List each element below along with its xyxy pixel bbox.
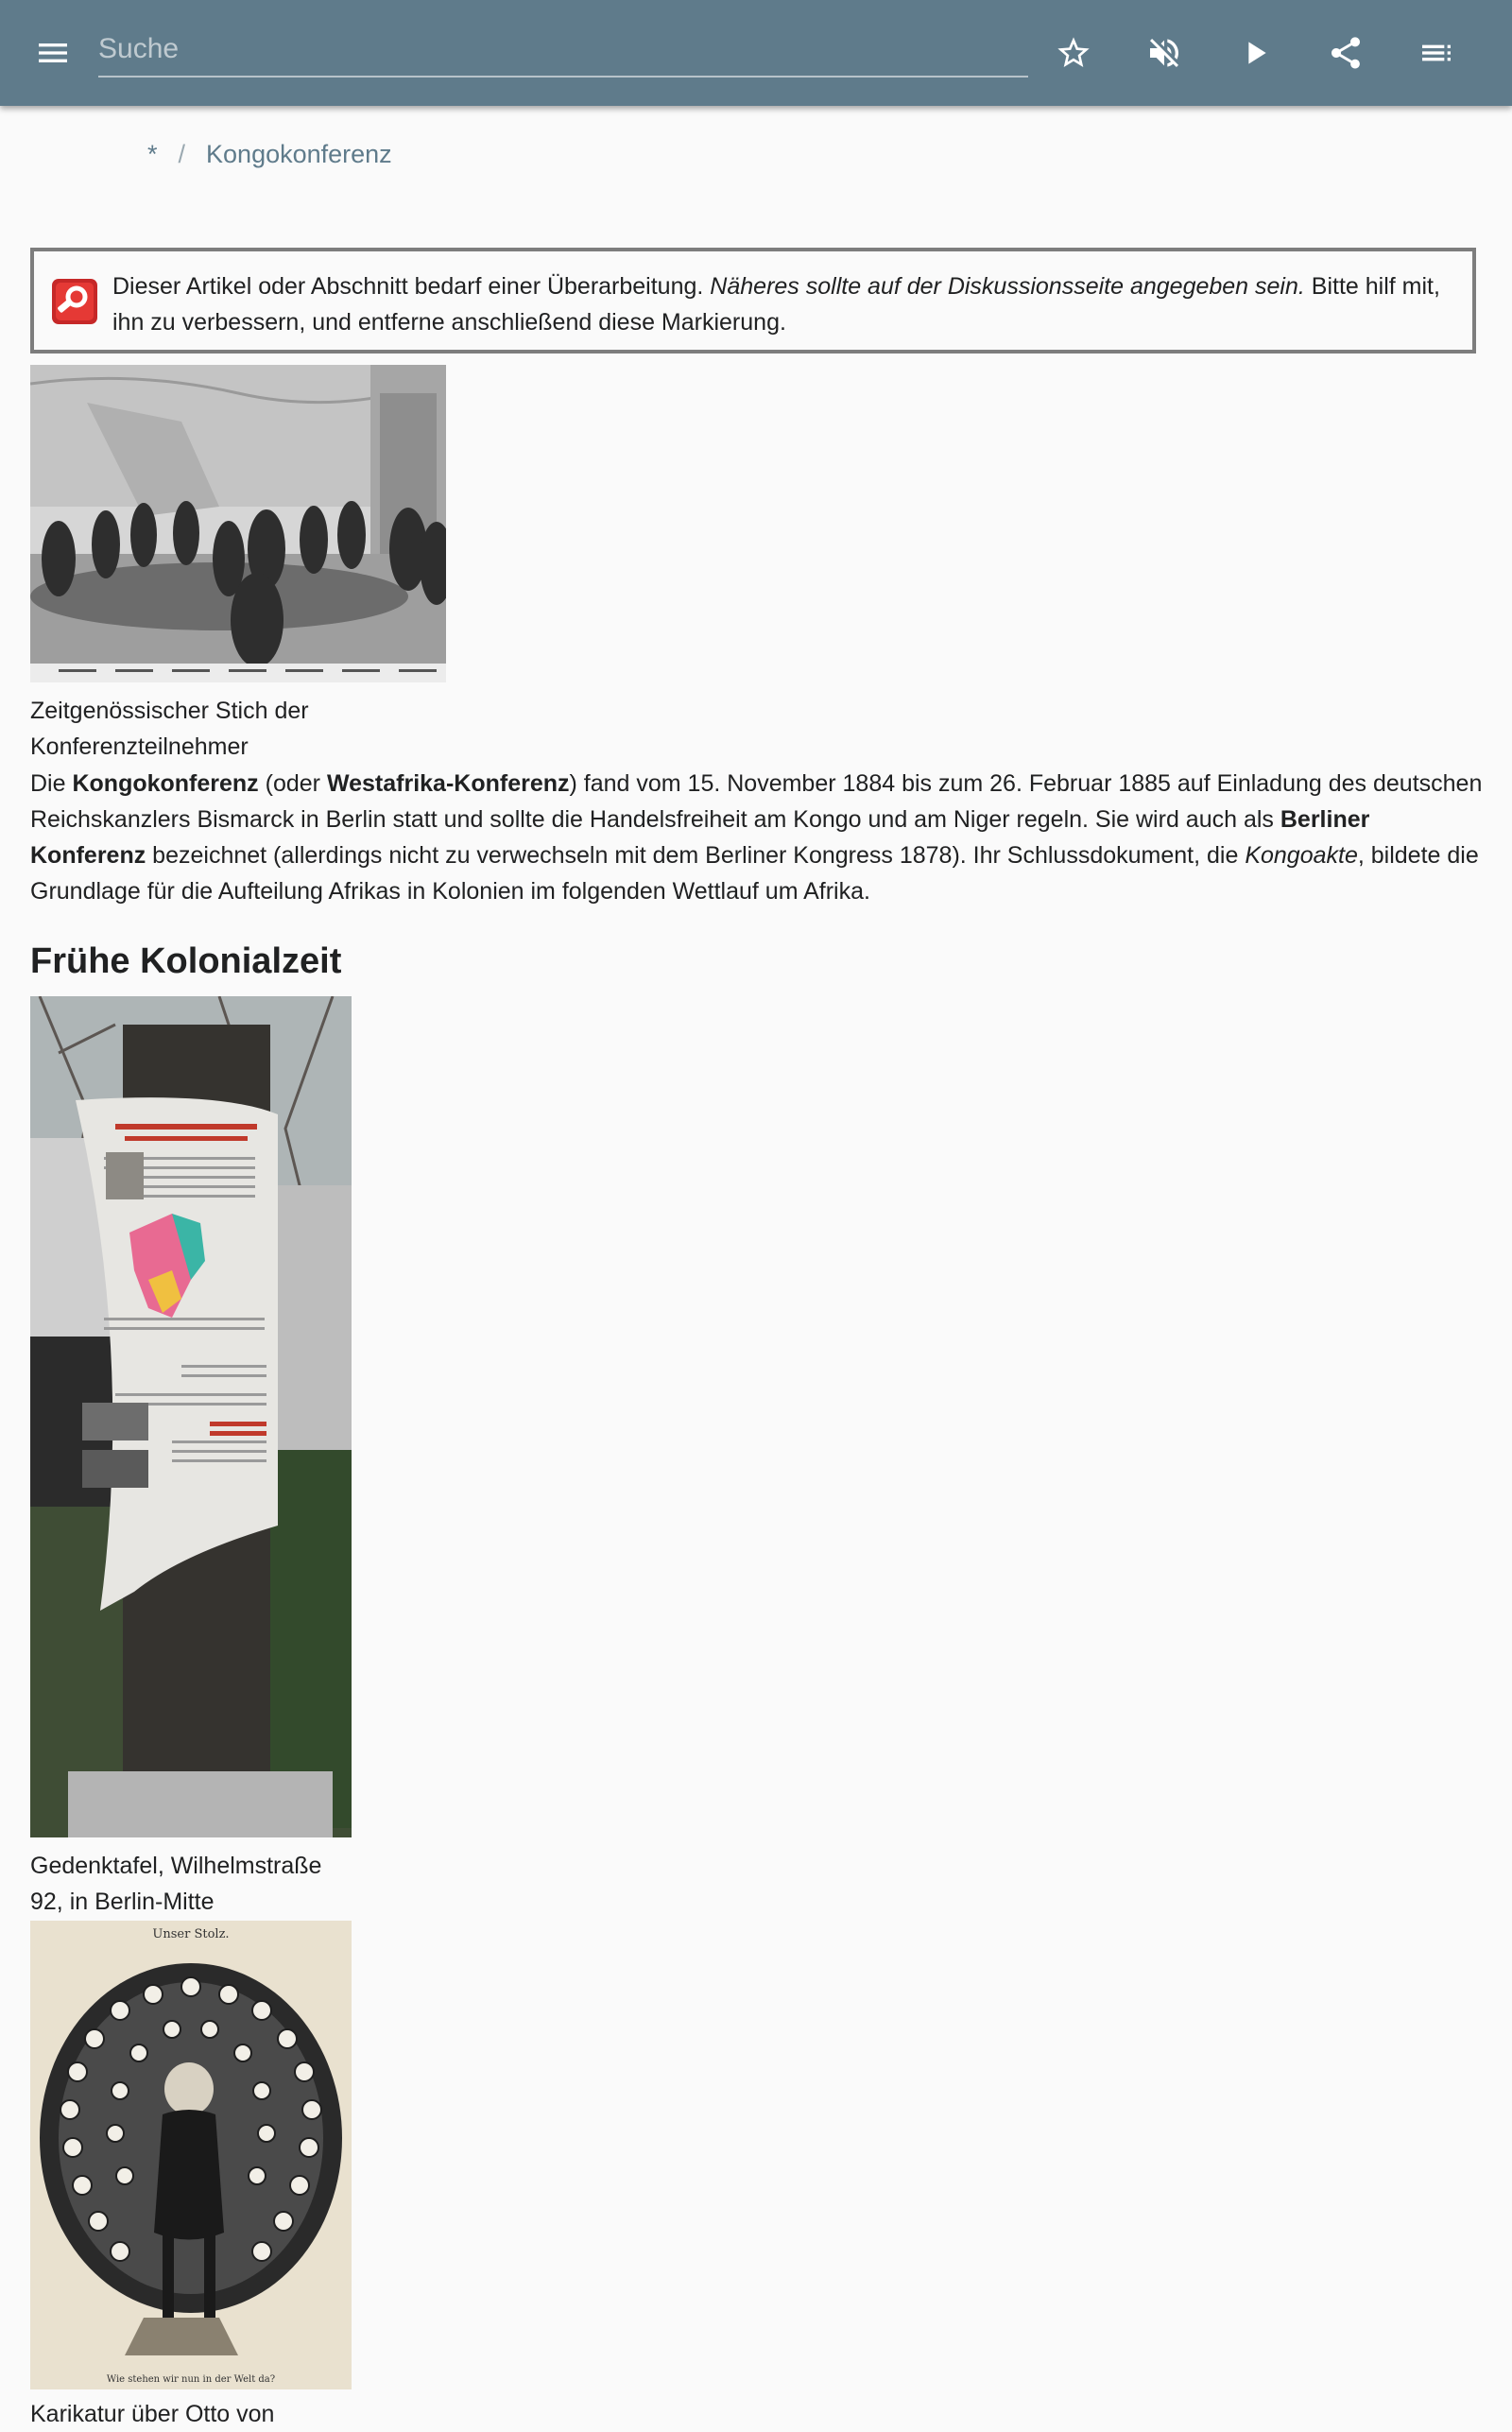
- share-icon[interactable]: [1319, 26, 1372, 79]
- figure-caption: Gedenktafel, Wilhelmstraße 92, in Berlin-Mitte: [30, 1853, 322, 1915]
- conference-engraving-image[interactable]: [30, 365, 446, 682]
- breadcrumb-home-link[interactable]: *: [147, 140, 158, 168]
- menu-icon[interactable]: [26, 26, 79, 79]
- wrench-icon: [51, 278, 98, 325]
- section-heading: Frühe Kolonialzeit: [30, 941, 342, 981]
- caricature-image[interactable]: [30, 1921, 352, 2389]
- caricature-caption-text: Wie stehen wir nun in der Welt da?: [106, 2374, 276, 2385]
- memorial-plaque-image[interactable]: [30, 996, 352, 1837]
- intro-paragraph: Die Kongokonferenz (oder Westafrika-Konferenz) fand vom 15. November 1884 bis zum 26. Februar 1885 auf Einladung des deutschen Reichskanzlers Bismarck in Berlin statt und sollte die Handelsfreiheit am Kongo und am Niger regeln. Sie wird auch als Berliner Konferenz bezeichnet (allerdings nicht zu verwechseln mit dem Berliner Kongress 1878). Ihr Schlussdokument, die Kongoakte, bildete die Grundlage für die Aufteilung Afrikas in Kolonien im folgenden Wettlauf um Afrika.: [30, 770, 1483, 905]
- figure-caption: Karikatur über Otto von: [30, 2401, 275, 2427]
- star-icon[interactable]: [1047, 26, 1100, 79]
- toc-icon[interactable]: [1410, 26, 1463, 79]
- play-icon[interactable]: [1228, 26, 1281, 79]
- maintenance-notice: [30, 248, 1476, 354]
- search-input[interactable]: [98, 23, 1028, 76]
- term-westafrika-konferenz: Westafrika-Konferenz: [326, 770, 570, 797]
- top-app-bar: [0, 0, 1512, 106]
- search-field[interactable]: [98, 23, 1028, 78]
- volume-off-icon[interactable]: [1138, 26, 1191, 79]
- caricature-title: Unser Stolz.: [152, 1927, 230, 1941]
- notice-text: Dieser Artikel oder Abschnitt bedarf einer Überarbeitung. Näheres sollte auf der Diskussionsseite angegeben sein. Bitte hilf mit, ihn zu verbessern, und entferne anschließend diese Markierung.: [112, 273, 1440, 336]
- term-kongokonferenz: Kongokonferenz: [72, 770, 259, 797]
- term-kongoakte: Kongoakte: [1245, 842, 1358, 869]
- figure-caption: Zeitgenössischer Stich der Konferenzteilnehmer: [30, 698, 309, 760]
- breadcrumb-current[interactable]: Kongokonferenz: [206, 140, 392, 168]
- breadcrumb: [147, 140, 392, 169]
- term-berliner-konferenz: Berliner Konferenz: [30, 806, 1370, 869]
- breadcrumb-separator: /: [178, 140, 186, 168]
